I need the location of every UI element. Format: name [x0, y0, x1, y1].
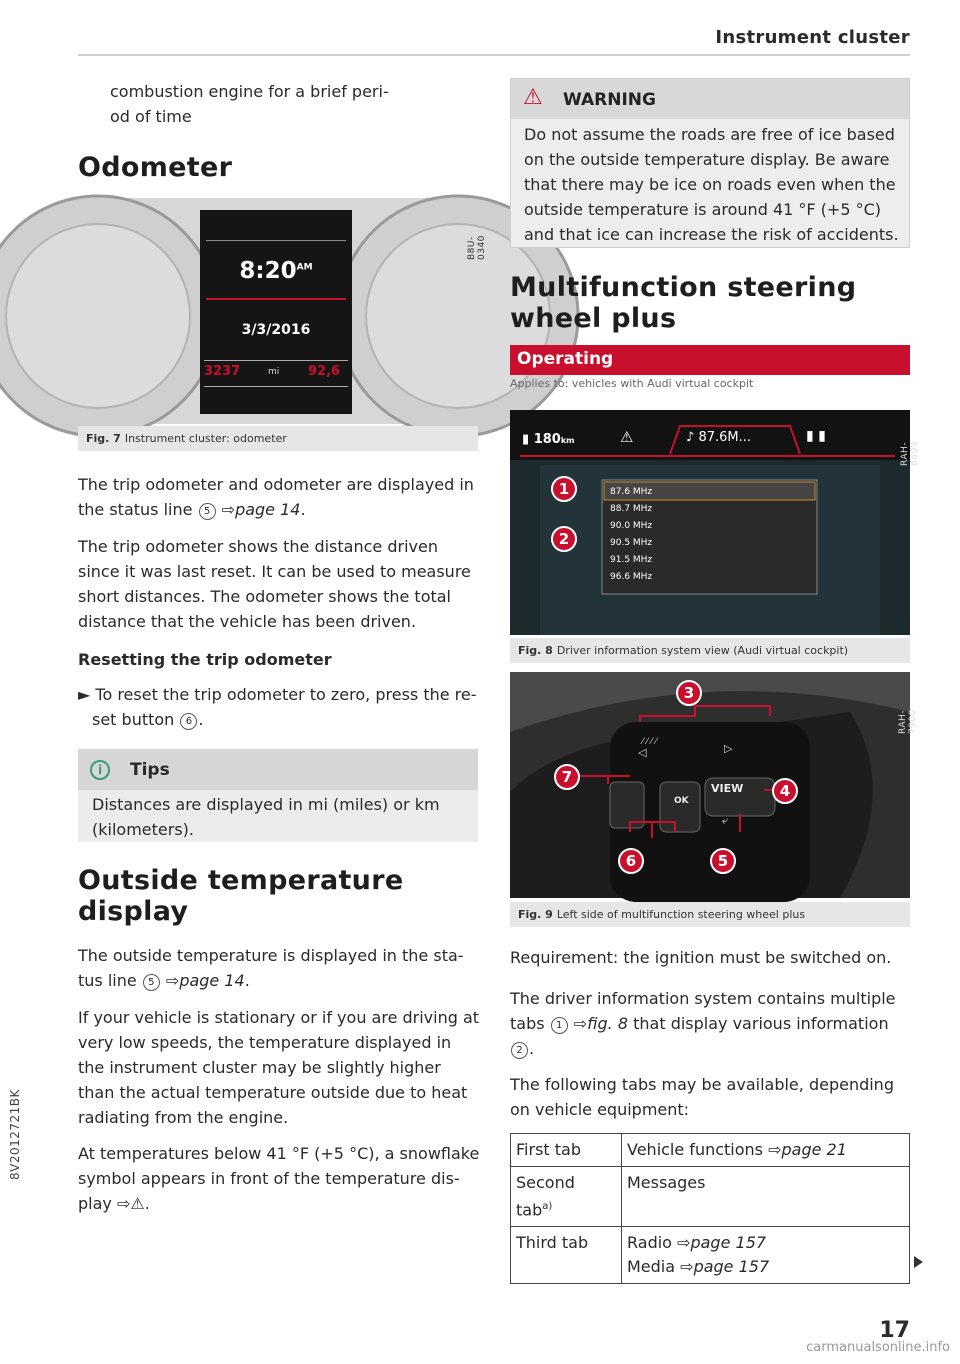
page-ref-link[interactable]: page 21: [781, 1140, 847, 1159]
svg-text:⁄ ⁄ ⁄ ⁄: ⁄ ⁄ ⁄ ⁄: [642, 737, 657, 747]
table-cell: Messages: [622, 1167, 910, 1227]
arrow-ref-icon: ⇨: [680, 1257, 694, 1277]
fig7-code: B8U-0340: [467, 235, 487, 260]
header-title: Instrument cluster: [715, 27, 910, 48]
warning-title: WARNING: [563, 90, 656, 110]
fig7-caption-text: Instrument cluster: odometer: [124, 432, 287, 445]
o3-line3: play ⇨⚠.: [78, 1194, 150, 1213]
fig7-display: [200, 210, 352, 414]
page-ref-link[interactable]: page 14: [235, 500, 301, 519]
continue-arrow-icon: [914, 1256, 923, 1268]
fig7-unit: mi: [268, 367, 280, 377]
p2-line4: distance that the vehicle has been driven.: [78, 612, 417, 631]
table-cell: First tab: [511, 1134, 622, 1167]
fig7-caption: [78, 426, 478, 451]
mfsw-heading-2: wheel plus: [510, 303, 677, 334]
fig8-station: ♪ 87.6M...: [686, 430, 751, 445]
dis-line2: tabs 1 ⇨fig. 8 that display various information: [510, 1014, 889, 1033]
page-ref-link[interactable]: page 157: [693, 1257, 770, 1277]
o1-line2: tus line 5 ⇨page 14.: [78, 971, 250, 990]
battery-icon: ▮: [522, 432, 530, 447]
callout-7: 7: [554, 764, 580, 790]
radio-icon: ♪: [686, 430, 695, 445]
mfsw-heading-1: Multifunction steering: [510, 272, 857, 303]
page-ref-link[interactable]: page 14: [179, 971, 245, 990]
odometer-heading: Odometer: [78, 152, 233, 183]
tips-line1: Distances are displayed in mi (miles) or km: [92, 795, 440, 814]
svg-text:◁: ◁: [638, 746, 647, 759]
warning-line2: on the outside temperature display. Be aware: [524, 150, 890, 169]
o1-line1: The outside temperature is displayed in the sta-: [78, 946, 464, 965]
watermark: carmanualsonline.info: [806, 1340, 950, 1355]
info-icon: i: [90, 760, 110, 780]
warning-line5: and that ice can increase the risk of accidents.: [524, 225, 899, 244]
fig7-trip-value: 3237: [204, 364, 241, 379]
circle-6-icon: 6: [180, 713, 197, 730]
warning-line3: that there may be ice on roads even when the: [524, 175, 896, 194]
fig8-caption: [510, 638, 910, 663]
o2-line3: the instrument cluster may be slightly higher: [78, 1058, 441, 1077]
dis-line3: 2 .: [510, 1036, 534, 1061]
fig8-status-icons: ▮ ▮: [806, 428, 826, 444]
requirement-text: Requirement: the ignition must be switched on.: [510, 948, 892, 967]
p2-line2: since it was last reset. It can be used to measure: [78, 562, 471, 581]
tips-box: [78, 749, 478, 842]
follow-line2: on vehicle equipment:: [510, 1100, 690, 1119]
operating-bar: [510, 345, 910, 375]
fig8-caption-num: Fig. 8: [518, 644, 553, 657]
fig8-station-list: [606, 484, 811, 586]
intro-line-2: od of time: [110, 107, 192, 126]
callout-6: 6: [618, 848, 644, 874]
station-item: 90.5 MHz: [610, 538, 653, 548]
o2-line1: If your vehicle is stationary or if you are driving at: [78, 1008, 480, 1027]
p1-line1: The trip odometer and odometer are displayed in: [78, 475, 474, 494]
circle-5-icon: 5: [199, 503, 216, 520]
operating-title: Operating: [517, 349, 614, 369]
fig7-status-bottom-line: [204, 386, 348, 387]
p1-line2: the status line 5 ⇨page 14.: [78, 500, 306, 519]
page-number: 17: [879, 1318, 910, 1343]
svg-text:⤶: ⤶: [722, 814, 729, 827]
fig8-image: [510, 410, 920, 635]
view-button: VIEW: [711, 782, 744, 795]
fig9-code: RAH-7900: [898, 709, 918, 734]
tips-title: Tips: [130, 760, 170, 780]
follow-line1: The following tabs may be available, depending: [510, 1075, 894, 1094]
fig7-red-line: [206, 298, 346, 300]
fig8-range: ▮ 180km: [522, 432, 575, 447]
page-ref-link[interactable]: page 157: [690, 1233, 767, 1253]
outside-heading-1: Outside temperature: [78, 865, 404, 896]
circle-5-icon: 5: [143, 974, 160, 991]
station-item: 91.5 MHz: [610, 555, 653, 565]
circle-2-icon: 2: [511, 1042, 528, 1059]
fig7-date: 3/3/2016: [241, 322, 311, 338]
fig7-caption-num: Fig. 7: [86, 432, 121, 445]
o3-line1: At temperatures below 41 °F (+5 °C), a snowflake: [78, 1144, 480, 1163]
svg-text:▷: ▷: [724, 742, 733, 755]
callout-2: 2: [551, 526, 577, 552]
table-cell: Radio ⇨page 157 Media ⇨page 157: [622, 1227, 910, 1284]
table-row: [511, 1167, 910, 1227]
o2-line2: very low speeds, the temperature displayed in: [78, 1033, 452, 1052]
outside-heading-2: display: [78, 896, 189, 927]
tips-header: [78, 749, 478, 790]
arrow-ref-icon: ⇨: [677, 1233, 691, 1253]
fig8-warning-icon: ⚠: [620, 428, 634, 446]
fig7-image: [78, 198, 487, 424]
callout-3: 3: [676, 680, 702, 706]
reset-line2: set button 6 .: [92, 710, 204, 729]
o2-line4: than the actual temperature outside due to heat: [78, 1083, 468, 1102]
fig9-caption-num: Fig. 9: [518, 908, 553, 921]
fig-ref-link[interactable]: fig. 8: [587, 1014, 629, 1033]
fig9-caption: [510, 902, 910, 927]
fig7-time: $8:20^{AM}$: [239, 258, 313, 284]
station-item: 87.6 MHz: [610, 487, 653, 497]
table-cell: Vehicle functions ⇨page 21: [622, 1134, 910, 1167]
tips-line2: (kilometers).: [92, 820, 194, 839]
warning-icon: ⚠: [523, 85, 543, 110]
warning-header: [511, 79, 909, 119]
arrow-ref-icon: ⇨: [573, 1014, 588, 1033]
station-item: 96.6 MHz: [610, 572, 653, 582]
intro-line-1: combustion engine for a brief peri-: [110, 82, 389, 101]
header-rule: [78, 54, 910, 56]
circle-1-icon: 1: [551, 1017, 568, 1034]
callout-4: 4: [772, 778, 798, 804]
fig8-code: RAH-8603: [900, 441, 920, 466]
document-code: 8V2012721BK: [8, 1089, 22, 1180]
fig7-odo-value: 92,6: [308, 364, 341, 379]
table-row: [511, 1227, 910, 1284]
o3-line2: symbol appears in front of the temperature dis-: [78, 1169, 460, 1188]
arrow-ref-icon: ⇨: [165, 971, 180, 990]
arrow-ref-icon: ⇨: [768, 1140, 782, 1159]
table-row: [511, 1134, 910, 1167]
station-item: 88.7 MHz: [610, 504, 653, 514]
warning-box: [510, 78, 910, 248]
p2-line1: The trip odometer shows the distance driven: [78, 537, 438, 556]
ok-button: OK: [674, 796, 689, 806]
callout-5: 5: [710, 848, 736, 874]
fig9-caption-text: Left side of multifunction steering wheel plus: [556, 908, 806, 921]
fig7-status-top-line: [204, 360, 348, 361]
o2-line5: radiating from the engine.: [78, 1108, 289, 1127]
fig8-caption-text: Driver information system view (Audi virtual cockpit): [556, 644, 849, 657]
fig7-divider: [206, 240, 346, 241]
table-cell: Second tab$^{a)}$: [511, 1167, 622, 1227]
dis-line1: The driver information system contains multiple: [510, 989, 896, 1008]
warning-line1: Do not assume the roads are free of ice based: [524, 125, 895, 144]
station-item: 90.0 MHz: [610, 521, 653, 531]
table-cell: Third tab: [511, 1227, 622, 1284]
p2-line3: short distances. The odometer shows the total: [78, 587, 451, 606]
tabs-table: [510, 1133, 910, 1284]
applies-to: Applies to: vehicles with Audi virtual cockpit: [510, 377, 754, 390]
fig9-image: [510, 672, 918, 898]
arrow-ref-icon: ⇨: [221, 500, 236, 519]
arrow-ref-icon: ⇨: [116, 1194, 131, 1213]
reset-line1: ► To reset the trip odometer to zero, press the re-: [78, 685, 477, 704]
reset-heading: Resetting the trip odometer: [78, 650, 332, 669]
warning-ref-icon[interactable]: ⚠: [130, 1194, 145, 1213]
callout-1: 1: [551, 476, 577, 502]
warning-line4: outside temperature is around 41 °F (+5 °C): [524, 200, 881, 219]
